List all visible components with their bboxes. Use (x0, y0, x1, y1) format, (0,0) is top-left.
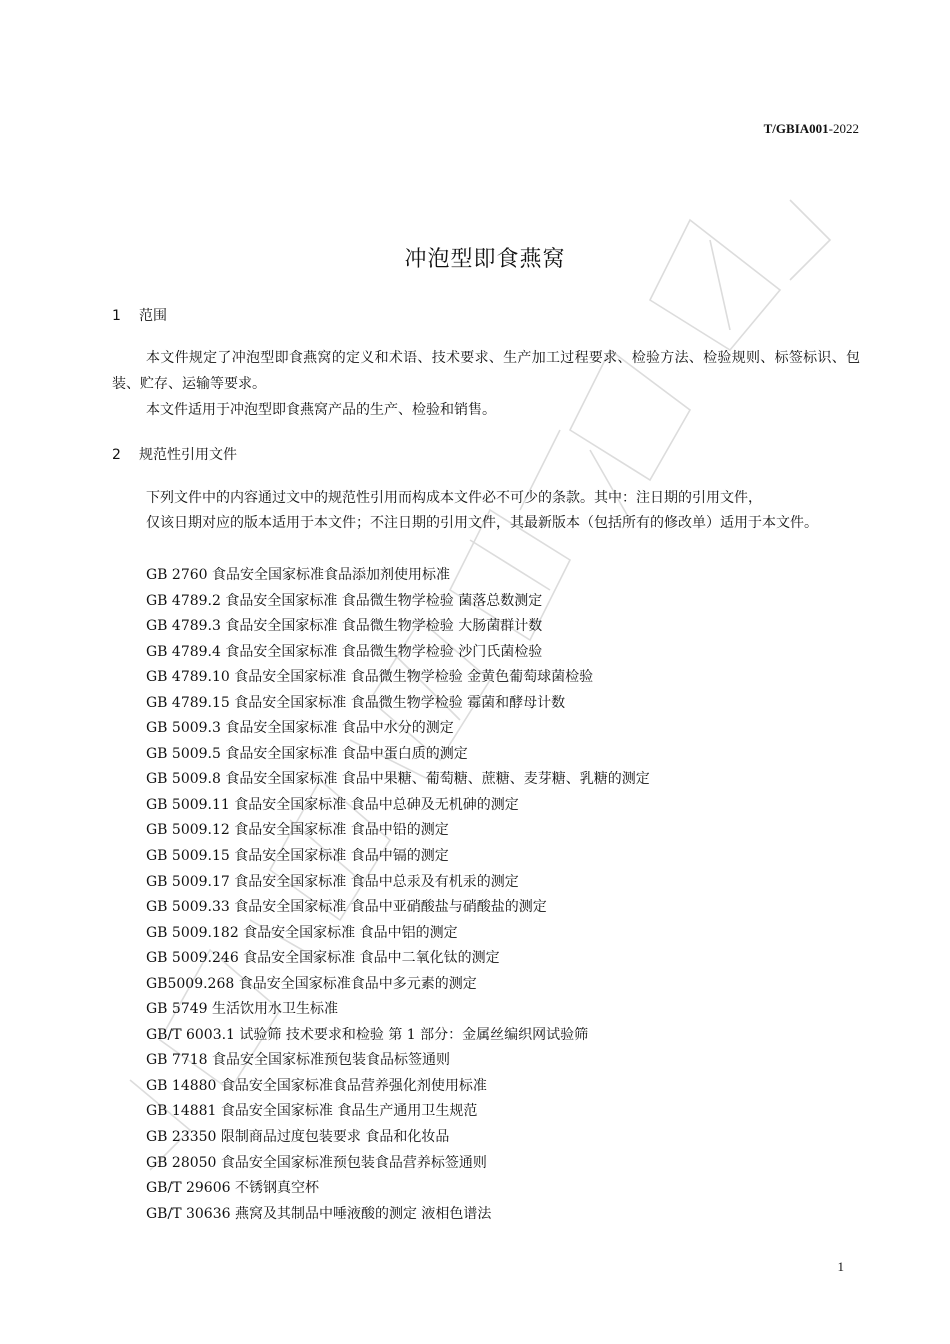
reference-item: GB/T 29606 不锈钢真空杯 (146, 1180, 319, 1197)
standard-code-number: T/GBIA001 (763, 121, 829, 136)
standard-code (764, 121, 859, 137)
reference-list (146, 563, 650, 1227)
reference-item: GB 14880 食品安全国家标准食品营养强化剂使用标准 (146, 1077, 487, 1094)
reference-item: GB 5009.182 食品安全国家标准 食品中铝的测定 (146, 924, 458, 941)
references-paragraph-2: 仅该日期对应的版本适用于本文件；不注日期的引用文件，其最新版本（包括所有的修改单）适用于本文件。 (146, 515, 818, 531)
reference-item: GB 5009.12 食品安全国家标准 食品中铅的测定 (146, 822, 449, 839)
reference-item: GB 5009.8 食品安全国家标准 食品中果糖、葡萄糖、蔗糖、麦芽糖、乳糖的测定 (146, 771, 650, 788)
document-title: 冲泡型即食燕窝 (404, 247, 566, 272)
reference-item: GB 2760 食品安全国家标准食品添加剂使用标准 (146, 567, 450, 583)
section-number: 2 (112, 447, 121, 463)
section-heading-scope (112, 305, 167, 325)
reference-item: GB 5749 生活饮用水卫生标准 (146, 1001, 339, 1018)
reference-item: GB 5009.11 食品安全国家标准 食品中总砷及无机砷的测定 (146, 796, 519, 813)
reference-item: GB 4789.2 食品安全国家标准 食品微生物学检验 菌落总数测定 (146, 592, 543, 609)
reference-item: GB 5009.33 食品安全国家标准 食品中亚硝酸盐与硝酸盐的测定 (146, 899, 547, 916)
reference-item: GB 4789.3 食品安全国家标准 食品微生物学检验 大肠菌群计数 (146, 618, 543, 635)
scope-paragraph-2: 本文件适用于冲泡型即食燕窝产品的生产、检验和销售。 (146, 402, 496, 418)
reference-item: GB 23350 限制商品过度包装要求 食品和化妆品 (146, 1129, 450, 1146)
reference-item: GB 5009.17 食品安全国家标准 食品中总汞及有机汞的测定 (146, 873, 519, 890)
reference-item: GB5009.268 食品安全国家标准食品中多元素的测定 (146, 975, 477, 992)
section-title: 规范性引用文件 (139, 447, 237, 463)
reference-item: GB/T 30636 燕窝及其制品中唾液酸的测定 液相色谱法 (146, 1205, 492, 1222)
page-number: 1 (837, 1259, 844, 1274)
reference-item: GB 4789.15 食品安全国家标准 食品微生物学检验 霉菌和酵母计数 (146, 694, 566, 711)
reference-item: GB/T 6003.1 试验筛 技术要求和检验 第 1 部分：金属丝编织网试验筛 (146, 1026, 589, 1043)
reference-item: GB 4789.10 食品安全国家标准 食品微生物学检验 金黄色葡萄球菌检验 (146, 669, 594, 686)
reference-item: GB 4789.4 食品安全国家标准 食品微生物学检验 沙门氏菌检验 (146, 643, 543, 660)
reference-item: GB 5009.5 食品安全国家标准 食品中蛋白质的测定 (146, 745, 468, 762)
standard-code-year: -2022 (828, 121, 859, 136)
section-heading-normative-references (112, 444, 237, 464)
reference-item: GB 5009.3 食品安全国家标准 食品中水分的测定 (146, 720, 454, 737)
reference-item: GB 28050 食品安全国家标准预包装食品营养标签通则 (146, 1154, 487, 1171)
scope-paragraph-1: 本文件规定了冲泡型即食燕窝的定义和术语、技术要求、生产加工过程要求、检验方法、检验规则、标签标识、包装、贮存、运输等要求。 (112, 350, 860, 392)
reference-item: GB 5009.15 食品安全国家标准 食品中镉的测定 (146, 848, 449, 865)
section-number: 1 (112, 308, 121, 324)
reference-item: GB 14881 食品安全国家标准 食品生产通用卫生规范 (146, 1103, 478, 1120)
references-paragraph-1: 下列文件中的内容通过文中的规范性引用而构成本文件必不可少的条款。其中：注日期的引用文件， (146, 490, 762, 506)
reference-item: GB 5009.246 食品安全国家标准 食品中二氧化钛的测定 (146, 950, 500, 967)
reference-item: GB 7718 食品安全国家标准预包装食品标签通则 (146, 1052, 450, 1069)
section-title: 范围 (139, 308, 167, 324)
